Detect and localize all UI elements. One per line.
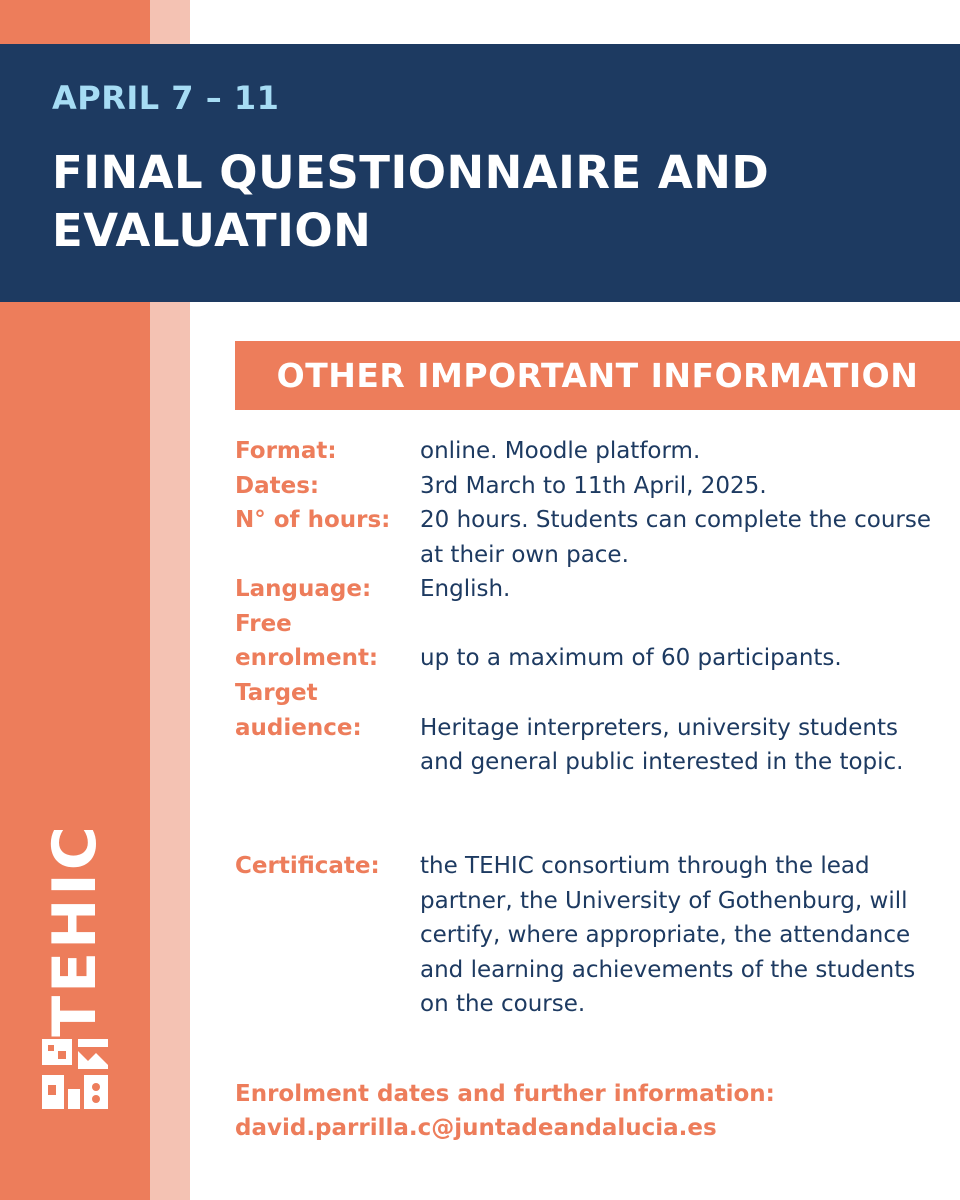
info-row-dates [235,469,935,504]
info-value: English. [420,576,511,602]
info-value: online. Moodle platform. [420,438,701,464]
info-row-enrolment [235,607,935,676]
info-label: Target audience: [235,680,362,741]
info-label: Dates: [235,472,320,499]
brand-name: TEHIC [40,823,110,1037]
info-value: Heritage interpreters, university students and general public interested in the topic. [420,714,904,775]
enrolment-info-label: Enrolment dates and further information: [235,1081,775,1107]
tehic-logo-icon [38,1033,112,1113]
info-value: up to a maximum of 60 participants. [420,645,842,671]
info-label: N° of hours: [235,507,391,533]
contact-email: david.parrilla.c@juntadeandalucia.es [235,1115,717,1141]
info-label: Certificate: [235,853,380,879]
info-label: Free enrolment: [235,610,379,671]
event-dates: APRIL 7 – 11 [52,79,280,117]
section-banner [235,341,960,410]
info-value: 20 hours. Students can complete the course at their own pace. [420,507,932,568]
info-row-certificate [235,849,935,1022]
section-heading: OTHER IMPORTANT INFORMATION [276,356,919,395]
page-title: FINAL QUESTIONNAIRE AND EVALUATION [52,146,770,257]
info-value: 3rd March to 11th April, 2025. [420,472,767,499]
info-value: the TEHIC consortium through the lead partner, the University of Gothenburg, will certify, where appropriate, the attendance and learning achievements of the students on the course. [420,853,916,1017]
info-label: Format: [235,438,337,464]
info-row-language [235,572,935,607]
info-row-hours [235,503,935,572]
info-row-format [235,434,935,469]
info-label: Language: [235,576,372,602]
info-row-audience [235,676,935,780]
